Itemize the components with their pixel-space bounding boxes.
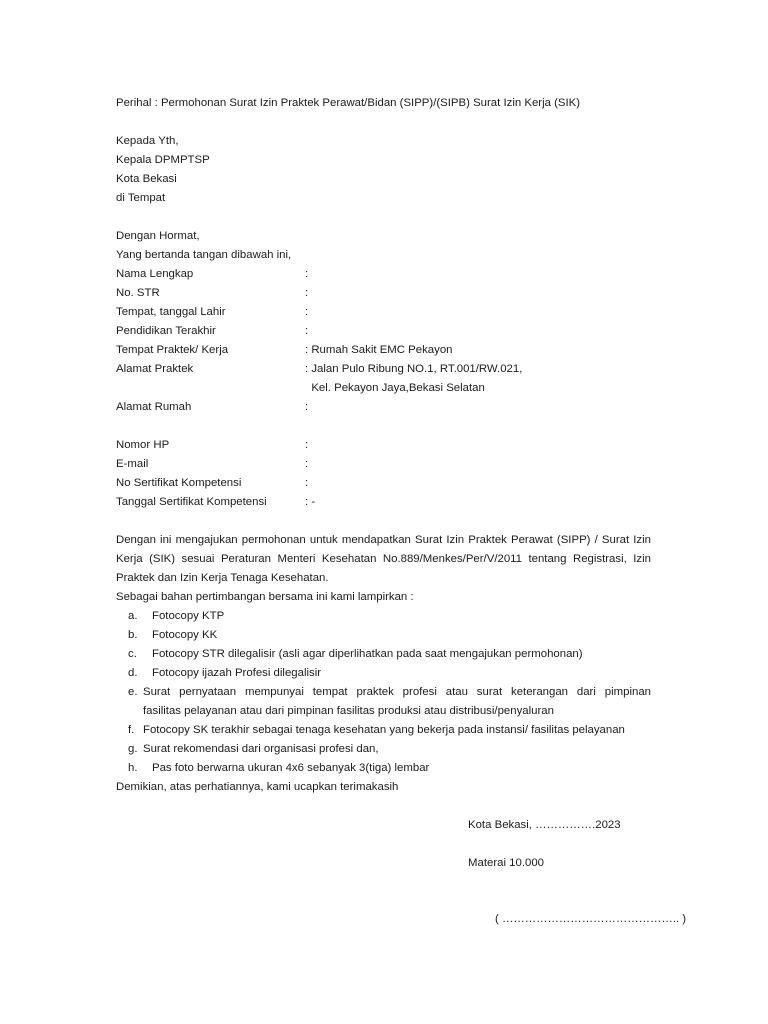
list-marker: f. xyxy=(128,724,135,736)
field-label: Tempat, tanggal Lahir xyxy=(116,306,226,318)
field-value-continuation: Kel. Pekayon Jaya,Bekasi Selatan xyxy=(305,382,485,394)
field-value: : xyxy=(305,439,309,451)
intro-line: Yang bertanda tangan dibawah ini, xyxy=(116,249,292,261)
list-marker: d. xyxy=(128,667,138,679)
closing-line: Demikian, atas perhatiannya, kami ucapkan terimakasih xyxy=(116,781,399,793)
field-value: : xyxy=(305,325,309,337)
body-line: Kerja (SIK) sesuai Peraturan Menteri Kesehatan No.889/Menkes/Per/V/2011 tentang Registrasi, Izin xyxy=(116,553,651,565)
list-item: Fotocopy ijazah Profesi dilegalisir xyxy=(152,667,322,679)
field-value: : xyxy=(305,268,309,280)
field-value: : xyxy=(305,401,309,413)
list-marker: b. xyxy=(128,629,138,641)
field-value: : Jalan Pulo Ribung NO.1, RT.001/RW.021, xyxy=(305,363,523,375)
field-value: : xyxy=(305,306,309,318)
field-label: E-mail xyxy=(116,458,149,470)
field-value: : xyxy=(305,287,309,299)
list-marker: a. xyxy=(128,610,138,622)
list-item: Surat pernyataan mempunyai tempat praktek profesi atau surat keterangan dari pimpinan xyxy=(143,686,651,698)
recipient-line: Kepada Yth, xyxy=(116,135,179,147)
stamp-duty-label: Materai 10.000 xyxy=(468,857,544,869)
list-marker: e. xyxy=(128,686,138,698)
place-date: Kota Bekasi, …………….2023 xyxy=(468,819,621,831)
list-marker: g. xyxy=(128,743,138,755)
body-line: Sebagai bahan pertimbangan bersama ini kami lampirkan : xyxy=(116,591,414,603)
body-line: Praktek dan Izin Kerja Tenaga Kesehatan. xyxy=(116,572,329,584)
list-marker: c. xyxy=(128,648,137,660)
list-marker: h. xyxy=(128,762,138,774)
list-item: Pas foto berwarna ukuran 4x6 sebanyak 3(tiga) lembar xyxy=(152,762,430,774)
recipient-line: di Tempat xyxy=(116,192,166,204)
field-label: Pendidikan Terakhir xyxy=(116,325,216,337)
subject-line: Perihal : Permohonan Surat Izin Praktek Perawat/Bidan (SIPP)/(SIPB) Surat Izin Kerja (SIK) xyxy=(116,97,581,109)
list-item: Fotocopy KTP xyxy=(152,610,225,622)
field-label: No. STR xyxy=(116,287,160,299)
field-value: : xyxy=(305,477,309,489)
field-value: : xyxy=(305,458,309,470)
recipient-line: Kota Bekasi xyxy=(116,173,177,185)
field-label: Tanggal Sertifikat Kompetensi xyxy=(116,496,267,508)
field-label: Nomor HP xyxy=(116,439,170,451)
list-item-continuation: fasilitas pelayanan atau dari pimpinan fasilitas produksi atau distribusi/penyaluran xyxy=(143,705,554,717)
list-item: Fotocopy SK terakhir sebagai tenaga kesehatan yang bekerja pada instansi/ fasilitas pelayanan xyxy=(143,724,625,736)
field-label: No Sertifikat Kompetensi xyxy=(116,477,242,489)
field-label: Alamat Rumah xyxy=(116,401,192,413)
field-label: Alamat Praktek xyxy=(116,363,194,375)
list-item: Fotocopy KK xyxy=(152,629,218,641)
field-label: Nama Lengkap xyxy=(116,268,194,280)
list-item: Fotocopy STR dilegalisir (asli agar diperlihatkan pada saat mengajukan permohonan) xyxy=(152,648,583,660)
recipient-line: Kepala DPMPTSP xyxy=(116,154,210,166)
greeting: Dengan Hormat, xyxy=(116,230,200,242)
field-value: : Rumah Sakit EMC Pekayon xyxy=(305,344,453,356)
body-line: Dengan ini mengajukan permohonan untuk mendapatkan Surat Izin Praktek Perawat (SIPP) / Surat Izin xyxy=(116,534,651,546)
field-label: Tempat Praktek/ Kerja xyxy=(116,344,229,356)
signature-name-placeholder: ( ……………………………………….. ) xyxy=(495,913,687,925)
field-value: : - xyxy=(305,496,316,508)
list-item: Surat rekomendasi dari organisasi profesi dan, xyxy=(143,743,379,755)
